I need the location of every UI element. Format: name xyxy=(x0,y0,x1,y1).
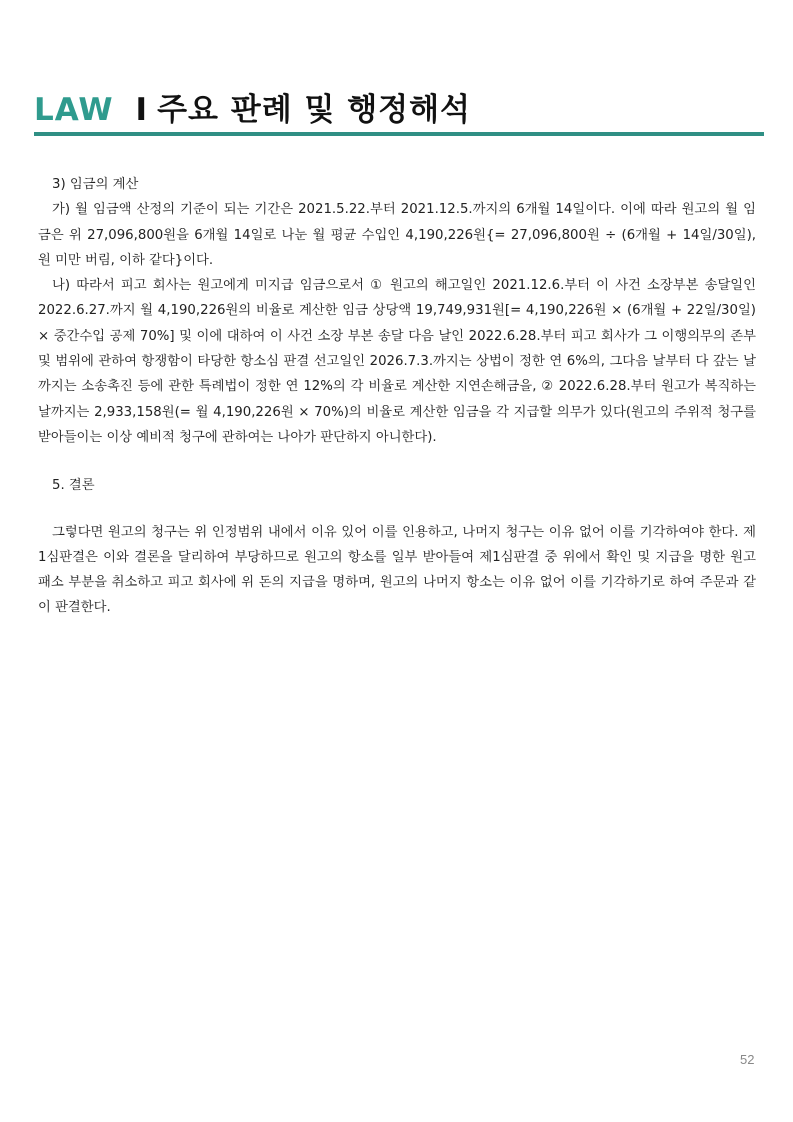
page-header xyxy=(34,84,764,136)
paragraph-na: 나) 따라서 피고 회사는 원고에게 미지급 임금으로서 ① 원고의 해고일인 2021.12.6.부터 이 사건 소장부본 송달일인 2022.6.27.까지 월 4,190,226원의 비율로 계산한 임금 상당액 19,749,931원[= 4,190,226원 × (6개월 + 22일/30일) × 중간수입 공제 70%] 및 이에 대하여 이 사건 소장 부본 송달 다음 날인 2022.6.28.부터 피고 회사가 그 이행의무의 존부 및 범위에 관하여 항쟁함이 타당한 항소심 판결 선고일인 2026.7.3.까지는 상법이 정한 연 6%의, 그다음 날부터 다 갚는 날까지는 소송촉진 등에 관한 특례법이 정한 연 12%의 각 비율로 계산한 지연손해금을, ② 2022.6.28.부터 원고가 복직하는 날까지는 2,933,158원(= 월 4,190,226원 × 70%)의 비율로 계산한 임금을 각 지급할 의무가 있다(원고의 주위적 청구를 받아들이는 이상 예비적 청구에 관하여는 나아가 판단하지 아니한다). xyxy=(38,278,756,445)
header-separator: I xyxy=(135,92,148,128)
paragraph-conclusion: 그렇다면 원고의 청구는 위 인정범위 내에서 이유 있어 이를 인용하고, 나머지 청구는 이유 없어 이를 기각하여야 한다. 제1심판결은 이와 결론을 달리하여 부당하므로 원고의 항소를 일부 받아들여 제1심판결 중 위에서 확인 및 지급을 명한 원고 패소 부분을 취소하고 피고 회사에 위 돈의 지급을 명하며, 원고의 나머지 항소는 이유 없어 이를 기각하기로 하여 주문과 같이 판결한다. xyxy=(38,524,756,616)
header-law-label: LAW xyxy=(34,92,114,128)
document-body xyxy=(38,172,756,621)
paragraph-ga: 가) 월 임금액 산정의 기준이 되는 기간은 2021.5.22.부터 2021.12.5.까지의 6개월 14일이다. 이에 따라 원고의 월 임금은 위 27,096,800원을 6개월 14일로 나눈 월 평균 수입인 4,190,226원{= 27,096,800원 ÷ (6개월 + 14일/30일), 원 미만 버림, 이하 같다}이다. xyxy=(38,202,756,268)
page-number: 52 xyxy=(740,1052,755,1067)
section-heading-conclusion: 5. 결론 xyxy=(52,478,95,494)
header-divider xyxy=(34,132,764,136)
header-section-title: 주요 판례 및 행정해석 xyxy=(157,92,471,128)
subheading-wage-calculation: 3) 임금의 계산 xyxy=(52,177,139,192)
header-title xyxy=(34,90,471,130)
